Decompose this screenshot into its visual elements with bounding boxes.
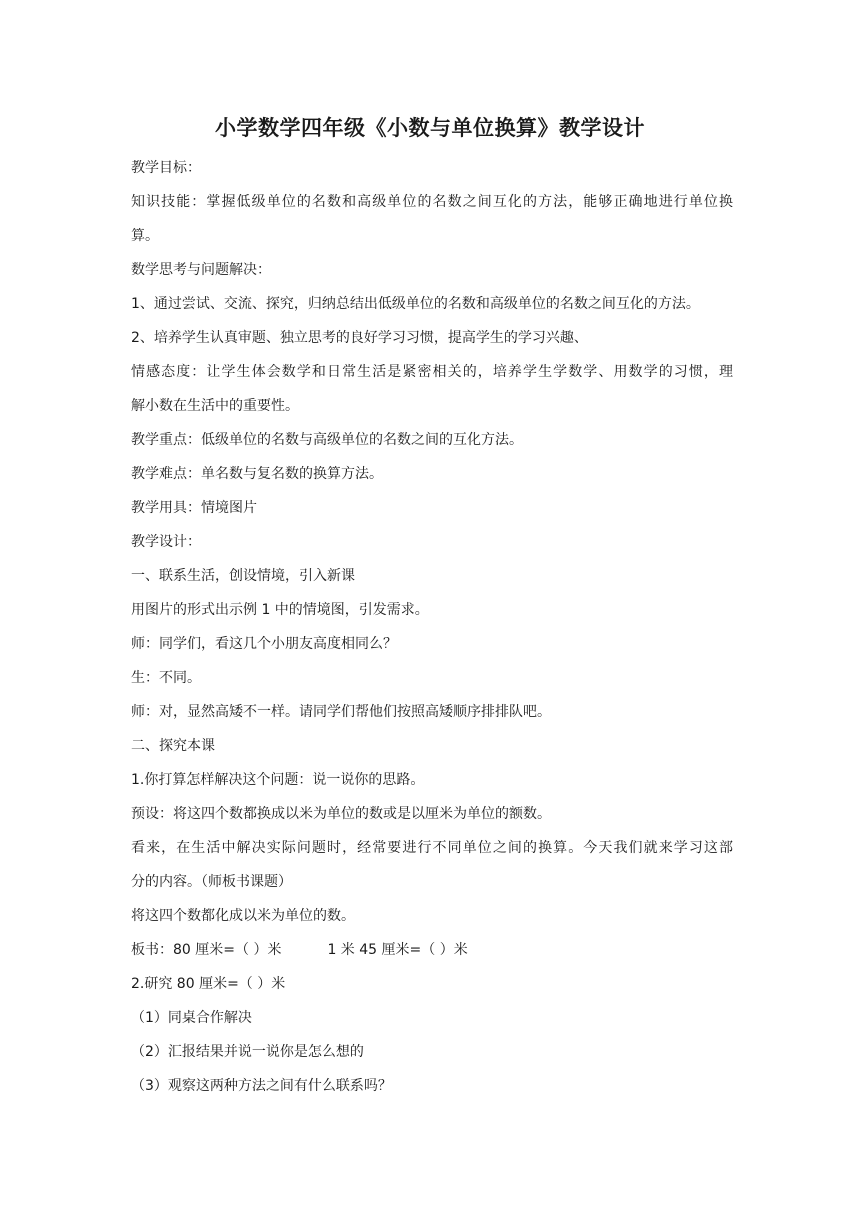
paragraph-line: 分的内容。（师板书课题） (131, 874, 292, 890)
paragraph-line: 教学设计： (131, 534, 201, 550)
paragraph-line: 1.你打算怎样解决这个问题：说一说你的思路。 (131, 772, 425, 788)
paragraph-line: 生：不同。 (131, 670, 201, 686)
paragraph-line: 师：同学们，看这几个小朋友高度相同么？ (131, 636, 397, 652)
paragraph-line: 看来，在生活中解决实际问题时，经常要进行不同单位之间的换算。今天我们就来学习这部 (131, 840, 733, 856)
paragraph-line: 情感态度：让学生体会数学和日常生活是紧密相关的，培养学生学数学、用数学的习惯，理 (131, 364, 733, 380)
paragraph-line: 用图片的形式出示例 1 中的情境图，引发需求。 (131, 602, 429, 618)
paragraph-line: 知识技能：掌握低级单位的名数和高级单位的名数之间互化的方法，能够正确地进行单位换 (131, 194, 733, 210)
paragraph-line: 教学用具：情境图片 (131, 500, 257, 516)
paragraph-line: 教学难点：单名数与复名数的换算方法。 (131, 466, 383, 482)
document-title: 小学数学四年级《小数与单位换算》教学设计 (215, 116, 645, 140)
paragraph-line: （1）同桌合作解决 (131, 1010, 252, 1026)
paragraph-line: 师：对，显然高矮不一样。请同学们帮他们按照高矮顺序排排队吧。 (131, 704, 551, 720)
board-part-2: 1 米 45 厘米=（ ）米 (327, 942, 468, 958)
paragraph-line: 预设：将这四个数都换成以米为单位的数或是以厘米为单位的额数。 (131, 806, 551, 822)
document-body (131, 151, 733, 1103)
paragraph-line: 算。 (131, 228, 159, 244)
paragraph-line: 教学重点：低级单位的名数与高级单位的名数之间的互化方法。 (131, 432, 523, 448)
paragraph-line: 解小数在生活中的重要性。 (131, 398, 299, 414)
paragraph-line: 2、培养学生认真审题、独立思考的良好学习习惯，提高学生的学习兴趣、 (131, 330, 588, 346)
paragraph-line: 一、联系生活，创设情境，引入新课 (131, 568, 355, 584)
paragraph-line: 将这四个数都化成以米为单位的数。 (131, 908, 355, 924)
board-line (131, 933, 733, 967)
paragraph-line: 教学目标： (131, 160, 201, 176)
paragraph-line: 二、探究本课 (131, 738, 215, 754)
paragraph-line: （2）汇报结果并说一说你是怎么想的 (131, 1044, 364, 1060)
board-part-1: 板书：80 厘米=（ ）米 (131, 942, 282, 958)
paragraph-line: 数学思考与问题解决： (131, 262, 271, 278)
paragraph-line: 2.研究 80 厘米=（ ）米 (131, 976, 286, 992)
paragraph-line: （3）观察这两种方法之间有什么联系吗？ (131, 1078, 392, 1094)
paragraph-line: 1、通过尝试、交流、探究，归纳总结出低级单位的名数和高级单位的名数之间互化的方法。 (131, 296, 700, 312)
